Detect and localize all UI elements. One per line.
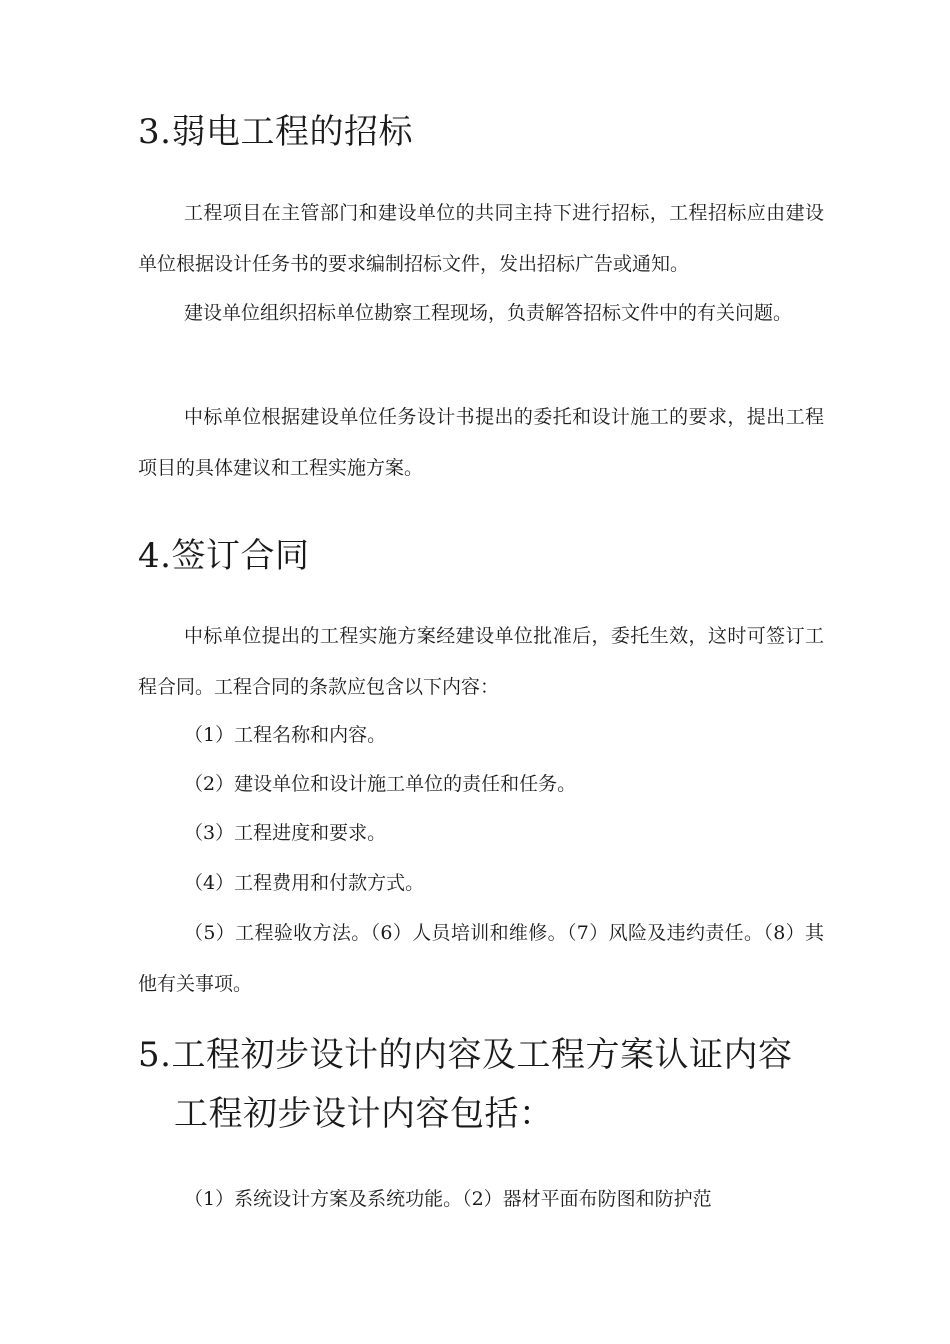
section-3-paragraph-3: 中标单位根据建设单位任务设计书提出的委托和设计施工的要求，提出工程项目的具体建议和工程实施方案。	[138, 406, 824, 479]
contract-item-3: （3）工程进度和要求。	[184, 822, 387, 844]
section-5-paragraph-1: （1）系统设计方案及系统功能。（2）器材平面布防图和防护范	[184, 1188, 712, 1210]
section-4-heading: 4.签订合同	[138, 536, 310, 576]
section-5-subheading: 工程初步设计内容包括：	[174, 1094, 554, 1134]
contract-item-2: （2）建设单位和设计施工单位的责任和任务。	[184, 773, 577, 795]
section-5-heading: 5.工程初步设计的内容及工程方案认证内容	[138, 1035, 793, 1075]
section-3-paragraph-2: 建设单位组织招标单位勘察工程现场，负责解答招标文件中的有关问题。	[184, 302, 793, 324]
contract-item-1: （1）工程名称和内容。	[184, 724, 387, 746]
section-3-paragraph-1: 工程项目在主管部门和建设单位的共同主持下进行招标，工程招标应由建设单位根据设计任务书的要求编制招标文件，发出招标广告或通知。	[138, 202, 824, 275]
section-4-paragraph-1: 中标单位提出的工程实施方案经建设单位批准后，委托生效，这时可签订工程合同。工程合同的条款应包含以下内容：	[138, 625, 824, 698]
contract-items-5-8: （5）工程验收方法。（6）人员培训和维修。（7）风险及违约责任。（8）其他有关事项。	[138, 922, 824, 995]
section-3-heading: 3.弱电工程的招标	[138, 112, 413, 152]
contract-item-4: （4）工程费用和付款方式。	[184, 872, 425, 894]
